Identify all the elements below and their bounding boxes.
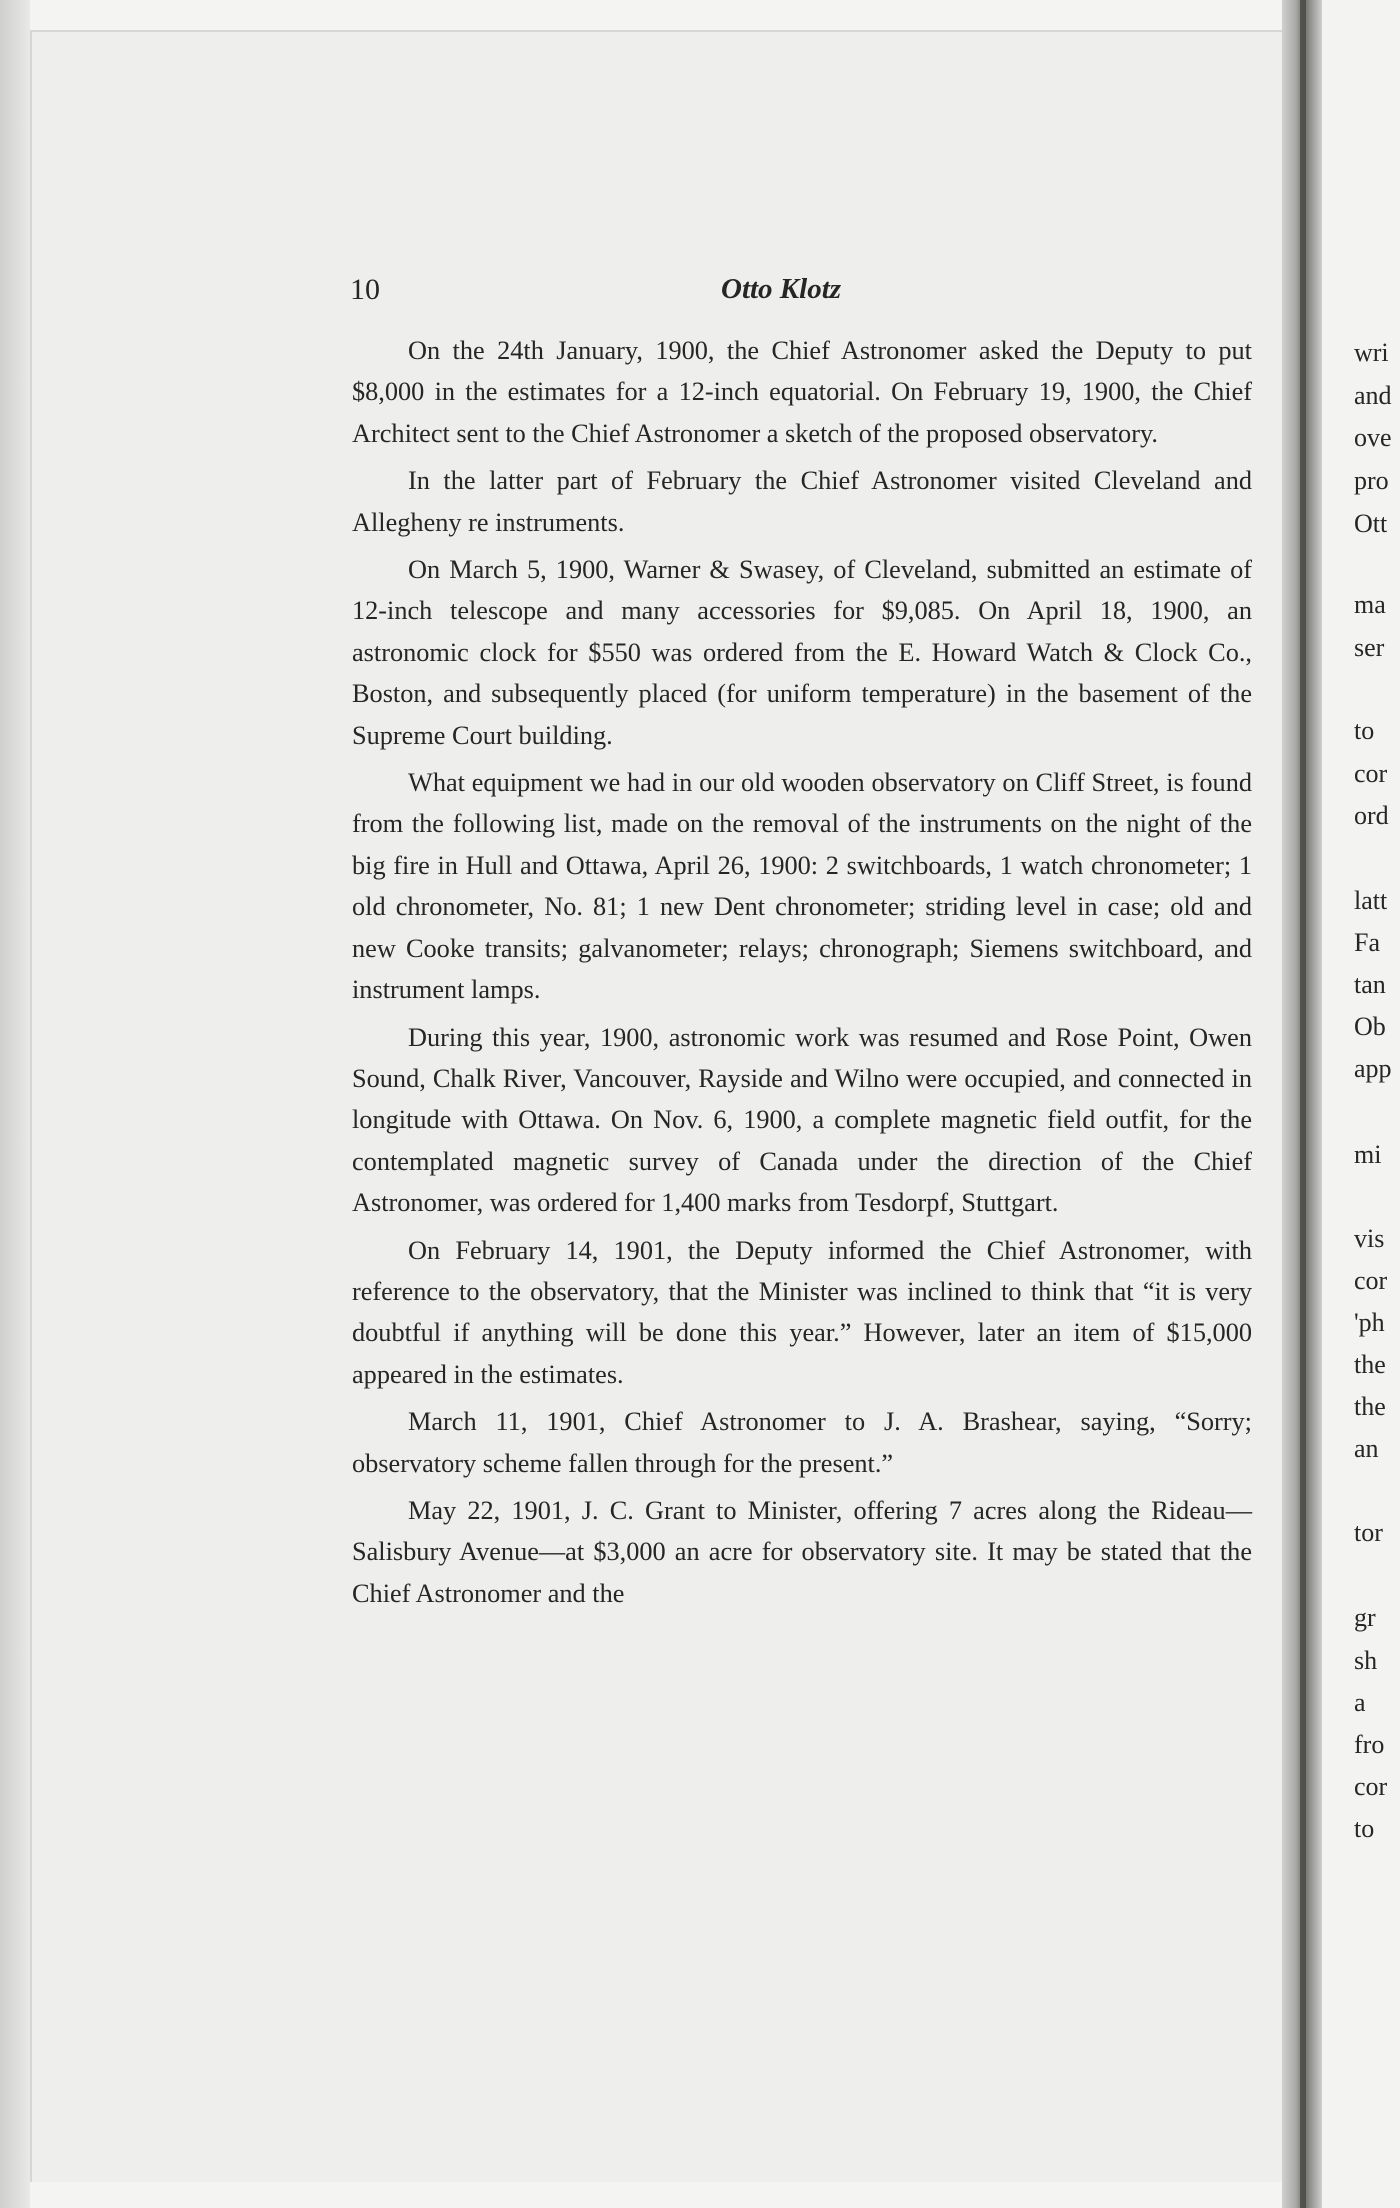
facing-page-fragment: tor [1354,1518,1383,1547]
paragraph: In the latter part of February the Chief Astronomer visited Cleveland and Allegheny re instruments. [352,466,1252,537]
running-head: Otto Klotz [721,273,842,305]
facing-page-fragment: ser [1354,633,1385,662]
facing-page-fragment: app [1354,1054,1392,1083]
paragraph: May 22, 1901, J. C. Grant to Minister, offering 7 acres along the Rideau—Salisbury Avenue—at $3,000 an acre for observatory site. It may be stated that the Chief Astronomer and the [352,1495,1252,1608]
facing-page-fragment: cor [1354,759,1388,788]
page-number: 10 [350,273,380,306]
facing-page-fragment: ord [1354,801,1389,830]
facing-page-fragment: 'ph [1354,1308,1385,1337]
facing-page-fragment: cor [1354,1772,1388,1801]
body-text [352,330,1252,1620]
facing-page-fragment: ove [1354,423,1392,452]
facing-page-fragment: pro [1354,466,1389,495]
facing-page-fragment: Fa [1354,928,1380,957]
facing-page-fragment: fro [1354,1730,1385,1759]
page-header [350,273,1250,313]
gutter-shadow [1300,0,1306,2208]
facing-page-fragment: to [1354,1814,1375,1843]
facing-page [1322,0,1400,2208]
paragraph: What equipment we had in our old wooden observatory on Cliff Street, is found from the following list, made on the removal of the instruments on the night of the big fire in Hull and Ottawa, April 26, 1900: 2 switchboards, 1 watch chronometer; 1 old chronometer, No. 81; 1 new Dent chronometer; striding level in case; old and new Cooke transits; galvanometer; relays; chronograph; Siemens switchboard, and instrument lamps. [352,768,1252,1005]
facing-page-fragment: Ob [1354,1012,1386,1041]
paragraph: March 11, 1901, Chief Astronomer to J. A. Brashear, saying, “Sorry; observatory scheme fallen through for the present.” [352,1407,1252,1478]
facing-page-fragment: a [1354,1688,1366,1717]
facing-page-fragment: the [1354,1350,1386,1379]
paragraph: On the 24th January, 1900, the Chief Astronomer asked the Deputy to put $8,000 in the estimates for a 12-inch equatorial. On February 19, 1900, the Chief Architect sent to the Chief Astronomer a sketch of the proposed observatory. [352,336,1252,448]
facing-page-fragment: to [1354,716,1375,745]
facing-page-fragment: tan [1354,970,1386,999]
facing-page-fragment: wri [1354,338,1389,367]
facing-page-fragment: Ott [1354,509,1388,538]
paragraph: On March 5, 1900, Warner & Swasey, of Cleveland, submitted an estimate of 12-inch telescope and many accessories for $9,085. On April 18, 1900, an astronomic clock for $550 was ordered from the E. Howard Watch & Clock Co., Boston, and subsequently placed (for uniform temperature) in the basement of the Supreme Court building. [352,555,1252,750]
facing-page-fragment: sh [1354,1646,1378,1675]
facing-page-fragment: latt [1354,886,1388,915]
facing-page-fragment: mi [1354,1140,1382,1169]
facing-page-fragment: gr [1354,1603,1376,1632]
facing-page-fragment: ma [1354,590,1386,619]
facing-page-fragment: vis [1354,1224,1385,1253]
facing-page-fragment: cor [1354,1266,1388,1295]
facing-page-fragment: and [1354,381,1392,410]
scan-left-edge [0,0,30,2208]
paragraph: On February 14, 1901, the Deputy informed the Chief Astronomer, with reference to the observatory, that the Minister was inclined to think that “it is very doubtful if anything will be done this year.” However, later an item of $15,000 appeared in the estimates. [352,1235,1252,1389]
facing-page-fragment: the [1354,1392,1386,1421]
facing-page-fragment: an [1354,1434,1379,1463]
paragraph: During this year, 1900, astronomic work was resumed and Rose Point, Owen Sound, Chalk River, Vancouver, Rayside and Wilno were occupied, and connected in longitude with Ottawa. On Nov. 6, 1900, a complete magnetic field outfit, for the contemplated magnetic survey of Canada under the direction of the Chief Astronomer, was ordered for 1,400 marks from Tesdorpf, Stuttgart. [352,1022,1252,1218]
